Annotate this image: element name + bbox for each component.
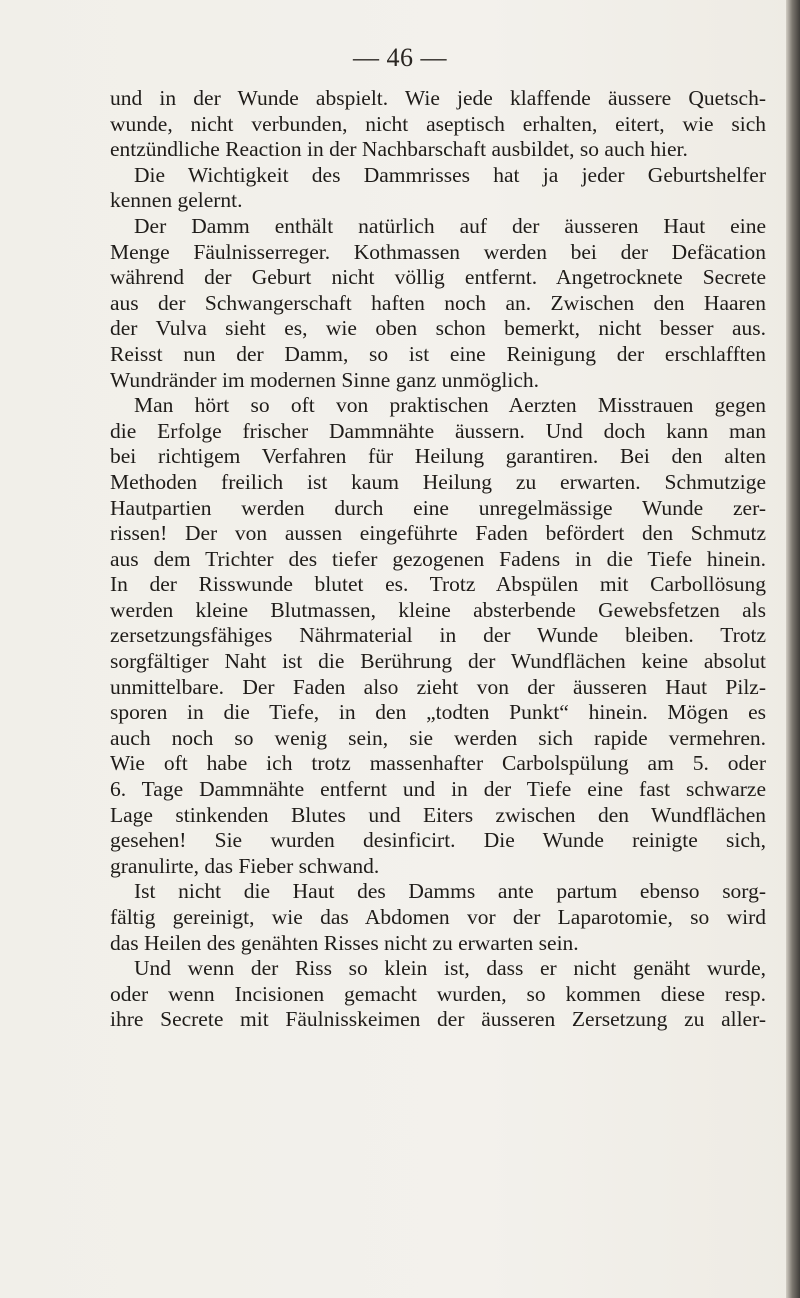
text-line: bei richtigem Verfahren für Heilung garantiren. Bei den alten (110, 444, 766, 469)
text-line: werden kleine Blutmassen, kleine absterbende Gewebsfetzen als (110, 597, 766, 622)
text-line: Reisst nun der Damm, so ist eine Reinigung der erschlafften (110, 341, 766, 366)
text-line: Ist nicht die Haut des Damms ante partum ebenso sorg- (134, 879, 766, 904)
text-line: In der Risswunde blutet es. Trotz Abspülen mit Carbollösung (110, 572, 766, 597)
paragraph (110, 86, 766, 163)
paragraph (110, 393, 766, 879)
text-line: Man hört so oft von praktischen Aerzten Misstrauen gegen (134, 393, 766, 418)
binding-edge (786, 0, 800, 1298)
text-line: Lage stinkenden Blutes und Eiters zwischen den Wundflächen (110, 802, 766, 827)
text-line: Hautpartien werden durch eine unregelmässige Wunde zer- (110, 495, 766, 520)
text-line: Menge Fäulnisserreger. Kothmassen werden bei der Defäcation (110, 239, 766, 264)
body-text (110, 86, 766, 1033)
text-line: fältig gereinigt, wie das Abdomen vor der Laparotomie, so wird (110, 905, 766, 929)
text-line: sporen in die Tiefe, in den „todten Punkt“ hinein. Mögen es (110, 700, 766, 725)
text-line: sorgfältiger Naht ist die Berührung der Wundflächen keine absolut (110, 649, 766, 674)
paragraph (110, 879, 766, 956)
text-line: oder wenn Incisionen gemacht wurden, so kommen diese resp. (110, 981, 766, 1006)
text-line: das Heilen des genähten Risses nicht zu erwarten sein. (110, 930, 579, 955)
paragraph (110, 214, 766, 393)
paragraph (110, 163, 766, 214)
text-line: Und wenn der Riss so klein ist, dass er nicht genäht wurde, (134, 956, 766, 981)
text-line: unmittelbare. Der Faden also zieht von der äusseren Haut Pilz- (110, 674, 766, 699)
text-line: während der Geburt nicht völlig entfernt. Angetrocknete Secrete (110, 265, 766, 290)
text-line: die Erfolge frischer Dammnähte äussern. Und doch kann man (110, 418, 766, 443)
text-line: der Vulva sieht es, wie oben schon bemerkt, nicht besser aus. (110, 316, 766, 341)
paragraph (110, 956, 766, 1033)
text-line: Methoden freilich ist kaum Heilung zu erwarten. Schmutzige (110, 469, 766, 494)
text-line: Wundränder im modernen Sinne ganz unmöglich. (110, 367, 540, 392)
text-line: aus der Schwangerschaft haften noch an. Zwischen den Haaren (110, 290, 766, 315)
page-number: — 46 — (353, 43, 447, 72)
text-line: Die Wichtigkeit des Dammrisses hat ja jeder Geburtshelfer (134, 162, 766, 187)
text-line: ihre Secrete mit Fäulnisskeimen der äusseren Zersetzung zu aller- (110, 1007, 766, 1032)
text-line: wunde, nicht verbunden, nicht aseptisch erhalten, eitert, wie sich (110, 111, 766, 136)
text-line: aus dem Trichter des tiefer gezogenen Fadens in die Tiefe hinein. (110, 546, 766, 571)
text-line: auch noch so wenig sein, sie werden sich rapide vermehren. (110, 725, 766, 750)
text-line: Wie oft habe ich trotz massenhafter Carbolspülung am 5. oder (110, 751, 766, 776)
text-line: granulirte, das Fieber schwand. (110, 853, 380, 878)
text-line: 6. Tage Dammnähte entfernt und in der Tiefe eine fast schwarze (110, 777, 766, 802)
text-line: gesehen! Sie wurden desinficirt. Die Wunde reinigte sich, (110, 828, 766, 853)
text-line: zersetzungsfähiges Nährmaterial in der Wunde bleiben. Trotz (110, 623, 766, 648)
text-line: rissen! Der von aussen eingeführte Faden befördert den Schmutz (110, 521, 766, 546)
text-line: Der Damm enthält natürlich auf der äusseren Haut eine (134, 213, 766, 238)
text-line: und in der Wunde abspielt. Wie jede klaffende äussere Quetsch- (110, 86, 766, 110)
text-line: entzündliche Reaction in der Nachbarschaft ausbildet, so auch hier. (110, 137, 688, 162)
text-line: kennen gelernt. (110, 188, 243, 213)
